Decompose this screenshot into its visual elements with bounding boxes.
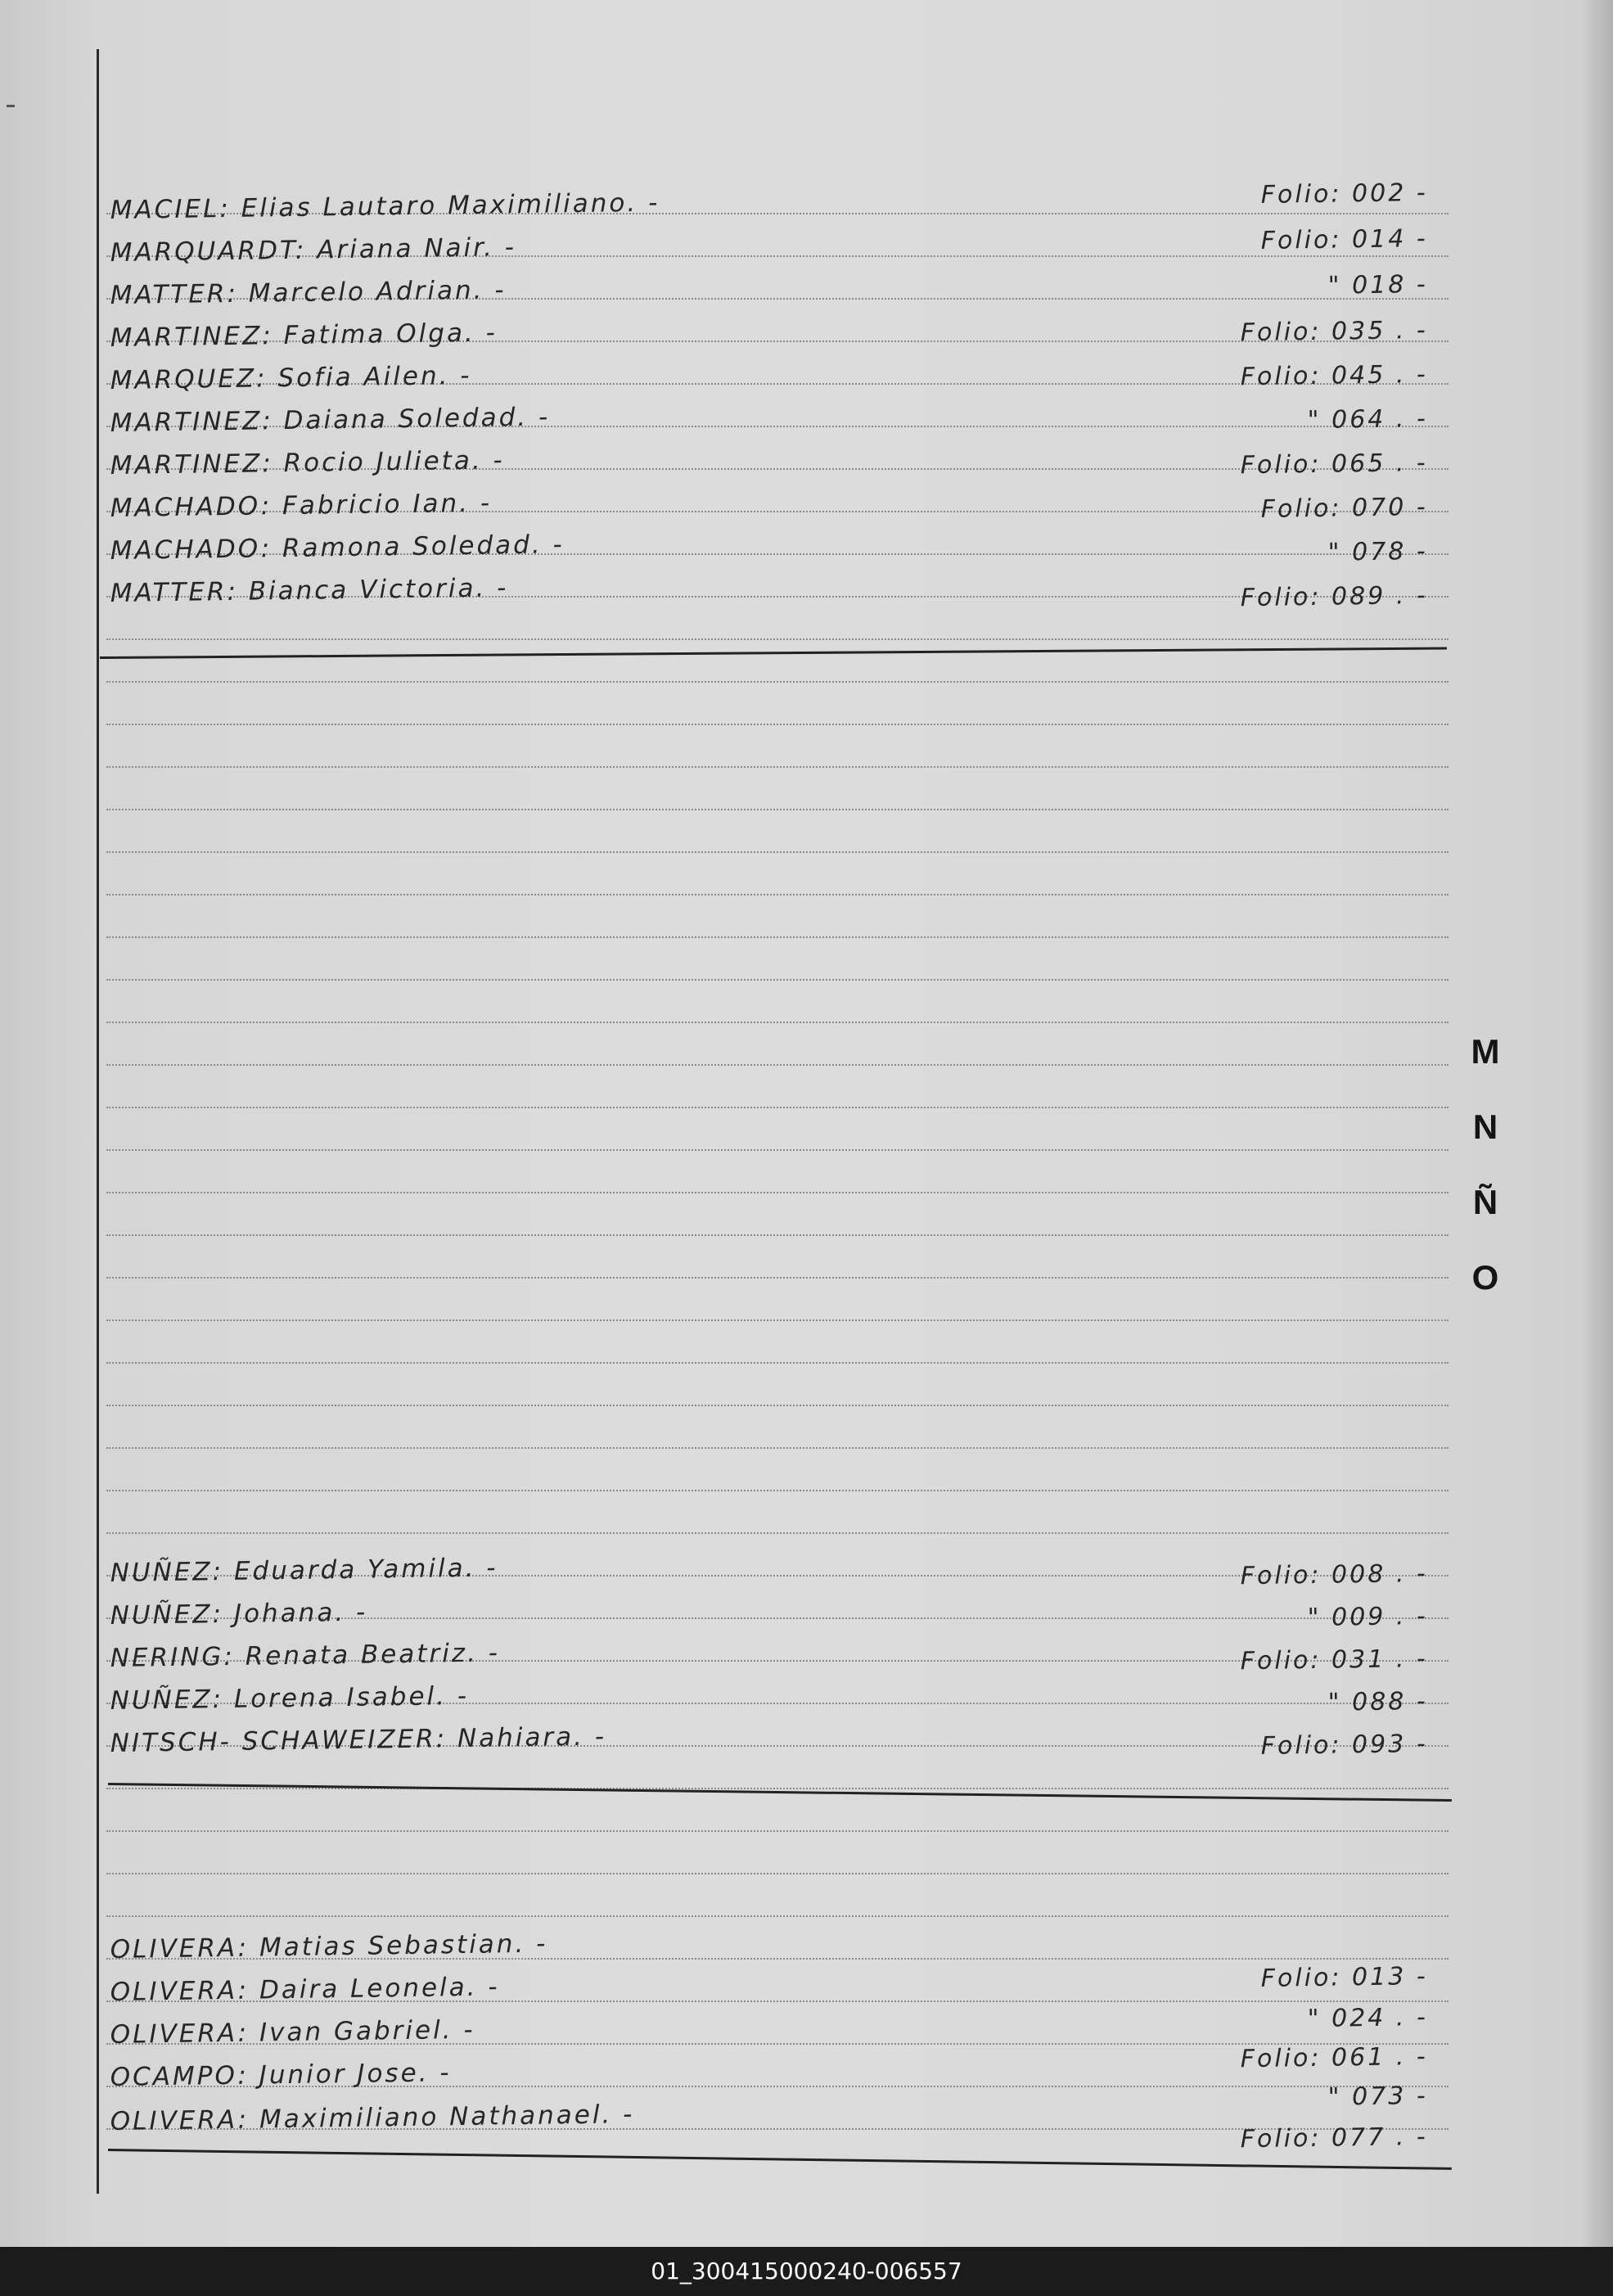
entry-name: MARTINEZ: Rocio Julieta. - (110, 445, 505, 480)
list-item (110, 402, 1453, 441)
list-item (110, 1680, 1453, 1719)
list-item (110, 530, 1453, 569)
list-item (110, 490, 1453, 526)
entry-folio: Folio: 013 - (1260, 1962, 1428, 1993)
ruled-line (106, 1319, 1449, 1321)
entry-folio: " 088 - (1327, 1687, 1428, 1717)
entry-name: OLIVERA: Ivan Gabriel. - (110, 2014, 475, 2050)
ruled-line (106, 1915, 1449, 1917)
ruled-line (106, 1490, 1449, 1491)
entry-folio: " 018 - (1327, 270, 1428, 300)
entry-name: NERING: Renata Beatriz. - (110, 1638, 501, 1673)
image-caption: 01_300415000240-006557 (651, 2258, 962, 2285)
entry-folio: Folio: 061 . - (1240, 2042, 1428, 2074)
entry-name: NUÑEZ: Lorena Isabel. - (110, 1680, 470, 1716)
ruled-line (106, 1873, 1449, 1874)
index-letter-m: M (1471, 1032, 1500, 1071)
ruled-line (106, 638, 1449, 640)
entry-folio: " 064 . - (1307, 404, 1428, 435)
list-item (110, 575, 1453, 611)
ruled-line (106, 766, 1449, 768)
ruled-line (106, 1064, 1449, 1066)
entry-folio: Folio: 008 . - (1240, 1559, 1428, 1591)
index-letter-o: O (1471, 1258, 1499, 1297)
list-item (110, 2100, 1453, 2154)
ruled-line (106, 681, 1449, 683)
list-item (110, 1721, 1453, 1761)
entry-folio: Folio: 070 - (1260, 493, 1428, 524)
entry-name: OLIVERA: Daira Leonela. - (110, 1972, 500, 2007)
ruled-line (106, 724, 1449, 725)
entry-folio: " 009 . - (1307, 1602, 1428, 1633)
entry-folio: Folio: 045 . - (1240, 360, 1428, 392)
margin-line (97, 49, 99, 2194)
entry-name: OLIVERA: Maximiliano Nathanael. - (110, 2100, 635, 2136)
list-item (110, 1598, 1453, 1634)
entry-folio: Folio: 002 - (1260, 178, 1428, 210)
ruled-line (106, 894, 1449, 895)
entry-name: OCAMPO: Junior Jose. - (110, 2058, 452, 2092)
ruled-line (106, 1277, 1449, 1279)
entry-name: MARTINEZ: Fatima Olga. - (110, 318, 498, 353)
list-item (110, 360, 1453, 399)
entry-folio: Folio: 031 . - (1240, 1644, 1428, 1676)
entry-folio: Folio: 093 - (1260, 1730, 1428, 1761)
entry-name: MACHADO: Fabricio Ian. - (110, 488, 493, 523)
edge-mark (7, 105, 15, 107)
list-item (110, 1555, 1453, 1591)
entry-name: MACHADO: Ramona Soledad. - (110, 530, 565, 566)
entry-name: NUÑEZ: Eduarda Yamila. - (110, 1553, 498, 1588)
list-item (110, 316, 1453, 356)
entry-name: MACIEL: Elias Lautaro Maximiliano. - (110, 187, 660, 225)
page-edge-shadow (1580, 0, 1613, 2247)
entry-name: MATTER: Bianca Victoria. - (110, 573, 509, 608)
list-item (110, 1640, 1453, 1676)
ruled-line (106, 809, 1449, 810)
entry-folio: Folio: 014 - (1260, 224, 1428, 255)
ruled-line (106, 1107, 1449, 1108)
entry-folio: " 024 . - (1307, 2003, 1428, 2034)
list-item (110, 224, 1453, 271)
list-item (110, 2014, 1453, 2074)
ruled-line (106, 1362, 1449, 1364)
entry-name: MATTER: Marcelo Adrian. - (110, 275, 507, 310)
entry-name: NITSCH- SCHAWEIZER: Nahiara. - (110, 1721, 607, 1758)
entry-folio: " 078 - (1327, 537, 1428, 567)
ruled-line (106, 1788, 1449, 1789)
entry-folio: " 073 - (1327, 2082, 1428, 2112)
ruled-line (106, 1234, 1449, 1236)
section-divider-n-o (108, 1783, 1452, 1802)
ruled-line (106, 1532, 1449, 1534)
index-letters (1465, 1025, 1506, 1326)
ruled-line (106, 1022, 1449, 1023)
ruled-line (106, 1405, 1449, 1406)
list-item (110, 270, 1453, 314)
entry-folio: Folio: 035 . - (1240, 316, 1428, 348)
entry-name: OLIVERA: Matias Sebastian. - (110, 1928, 548, 1964)
section-divider-m-n (100, 647, 1447, 659)
ruled-line (106, 979, 1449, 981)
ruled-line (106, 1830, 1449, 1832)
entry-name: MARTINEZ: Daiana Soledad. - (110, 402, 551, 438)
index-letter-n: N (1472, 1107, 1498, 1146)
index-letter-enie: Ñ (1472, 1183, 1498, 1221)
entry-folio: Folio: 089 . - (1240, 581, 1428, 613)
list-item (110, 445, 1453, 484)
ruled-line (106, 1192, 1449, 1193)
entry-folio: Folio: 077 . - (1240, 2122, 1428, 2154)
list-item (110, 178, 1453, 228)
entry-name: NUÑEZ: Johana. - (110, 1597, 368, 1631)
entry-folio: Folio: 065 . - (1240, 449, 1428, 480)
ruled-line (106, 1447, 1449, 1449)
ruled-line (106, 1149, 1449, 1151)
entry-name: MARQUEZ: Sofia Ailen. - (110, 360, 472, 395)
ruled-line (106, 851, 1449, 853)
ruled-line (106, 936, 1449, 938)
entry-name: MARQUARDT: Ariana Nair. - (110, 232, 517, 268)
